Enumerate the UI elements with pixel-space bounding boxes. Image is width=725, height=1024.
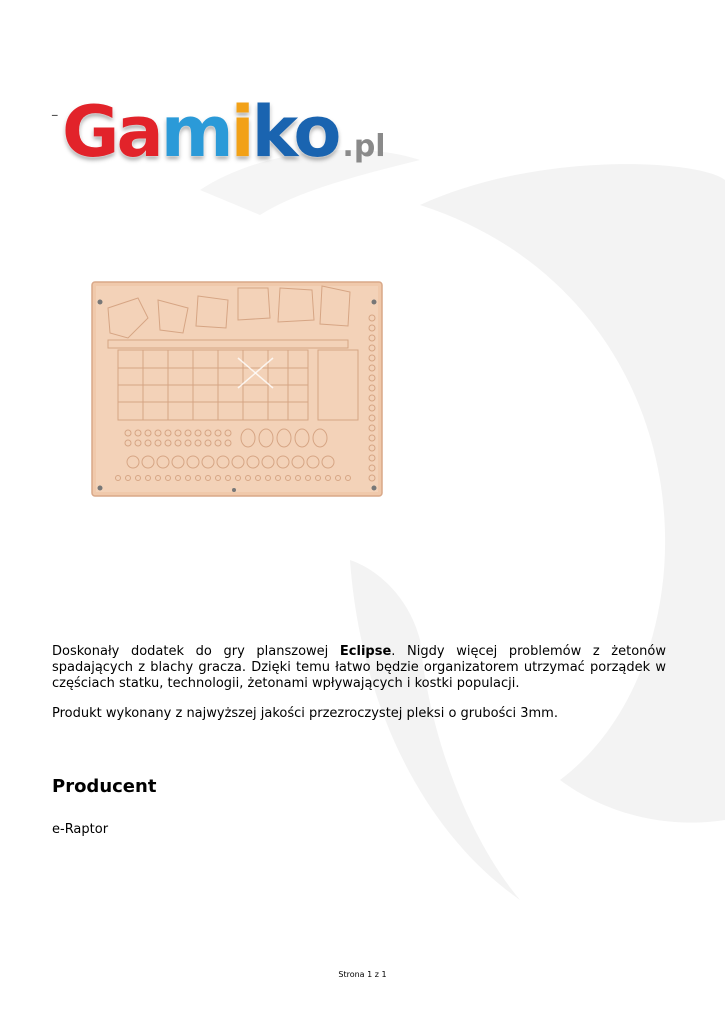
logo-part-pl: .pl xyxy=(342,129,386,164)
logo-part-i: i xyxy=(230,91,252,173)
gamiko-logo-text xyxy=(62,90,386,189)
plexiglass-organizer-board-image xyxy=(88,278,386,500)
description-text-before: Doskonały dodatek do gry planszowej xyxy=(52,644,340,659)
logo-part-ko: ko xyxy=(251,91,339,173)
header-dash: _ xyxy=(52,103,58,116)
description-paragraph-1 xyxy=(52,644,666,692)
page-number-footer: Strona 1 z 1 xyxy=(338,970,387,979)
logo-part-m: m xyxy=(160,91,231,173)
description-paragraph-2: Produkt wykonany z najwyższej jakości przezroczystej pleksi o grubości 3mm. xyxy=(52,706,558,721)
logo-part-ga: Ga xyxy=(62,91,161,173)
producer-heading: Producent xyxy=(52,776,157,797)
game-name-bold: Eclipse xyxy=(339,644,392,659)
gamiko-logo xyxy=(62,90,392,174)
producer-name: e-Raptor xyxy=(52,822,109,837)
description-text-after: . Nigdy więcej problemów z żetonów spadających z blachy gracza. Dzięki temu łatwo będzie organizatorem utrzymać porządek w częściach statku, technologii, żetonami wpływających i kostki populacji. xyxy=(52,644,666,691)
